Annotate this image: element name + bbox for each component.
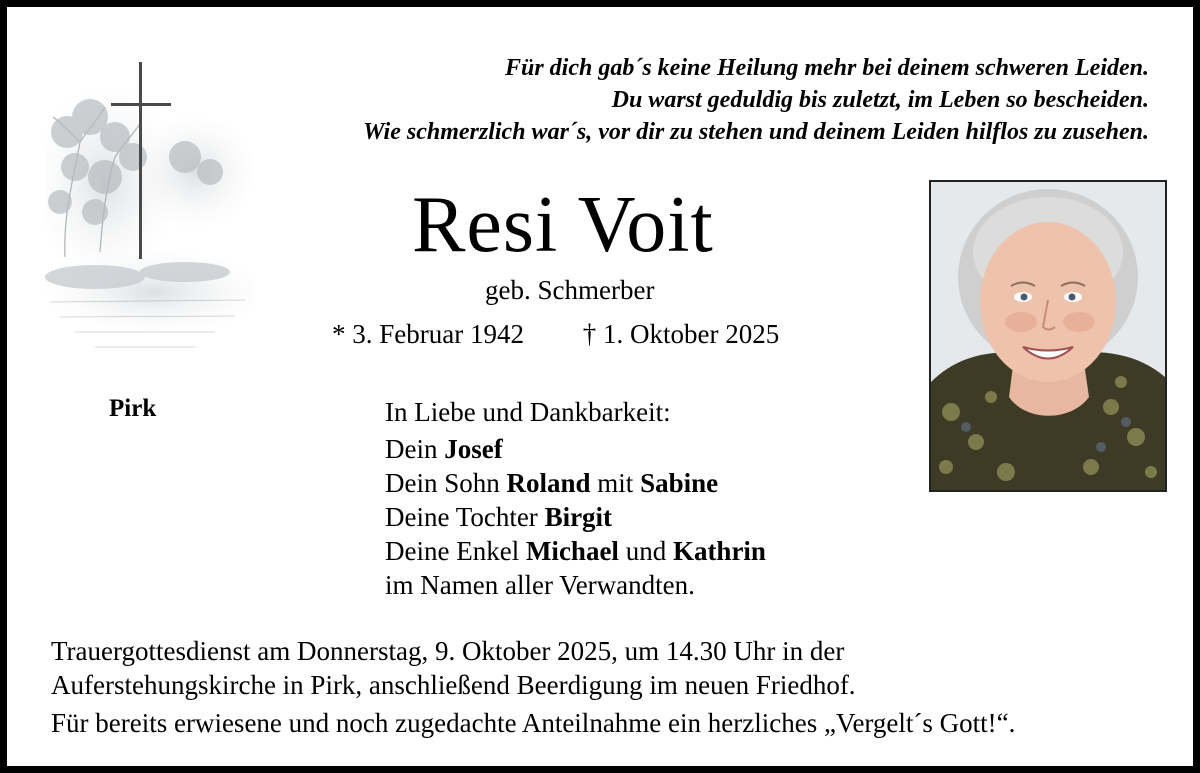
life-dates <box>332 317 779 351</box>
portrait-image <box>931 182 1165 490</box>
cross-icon <box>45 62 255 362</box>
service-info <box>51 634 1015 740</box>
mourner-line <box>385 432 766 466</box>
mourner-line <box>385 534 766 568</box>
poem-line: Du warst geduldig bis zuletzt, im Leben so bescheiden. <box>611 87 1149 113</box>
mourner-name: Roland <box>506 468 591 498</box>
mourner-name: Sabine <box>640 468 719 498</box>
mourner-connector: mit <box>590 468 641 498</box>
mourner-relation: Dein <box>385 434 445 464</box>
mourner-relation: Deine Tochter <box>385 502 545 532</box>
mourner-name: Michael <box>525 536 619 566</box>
mourner-name: Josef <box>444 434 503 464</box>
thanks-line: Für bereits erwiesene und noch zugedachte Anteilnahme ein herzliches „Vergelt´s Gott!“. <box>51 708 1016 738</box>
mourner-connector: und <box>618 536 673 566</box>
mourner-name: Kathrin <box>672 536 766 566</box>
mourners-list <box>385 395 766 602</box>
cross-landscape-illustration <box>45 62 255 362</box>
mourner-line <box>385 466 766 500</box>
mourner-name: Birgit <box>544 502 613 532</box>
place-name: Pirk <box>109 395 157 422</box>
death-date: † 1. Oktober 2025 <box>582 319 780 349</box>
deceased-name: Resi Voit <box>412 181 714 269</box>
birth-date: * 3. Februar 1942 <box>332 319 524 349</box>
service-line: Trauergottesdienst am Donnerstag, 9. Oktober 2025, um 14.30 Uhr in der <box>51 636 845 666</box>
service-line: Auferstehungskirche in Pirk, anschließend Beerdigung im neuen Friedhof. <box>51 670 856 700</box>
mourner-line <box>385 500 766 534</box>
poem-line: Für dich gab´s keine Heilung mehr bei deinem schweren Leiden. <box>504 55 1149 81</box>
mourners-intro: In Liebe und Dankbarkeit: <box>385 397 671 427</box>
mourner-relation: Deine Enkel <box>385 536 526 566</box>
poem <box>363 52 1149 148</box>
mourner-relation: Dein Sohn <box>385 468 507 498</box>
mourners-closing: im Namen aller Verwandten. <box>385 570 695 600</box>
poem-line: Wie schmerzlich war´s, vor dir zu stehen und deinem Leiden hilflos zu zusehen. <box>363 119 1149 145</box>
portrait-photo <box>929 180 1167 492</box>
maiden-name: geb. Schmerber <box>485 275 655 305</box>
